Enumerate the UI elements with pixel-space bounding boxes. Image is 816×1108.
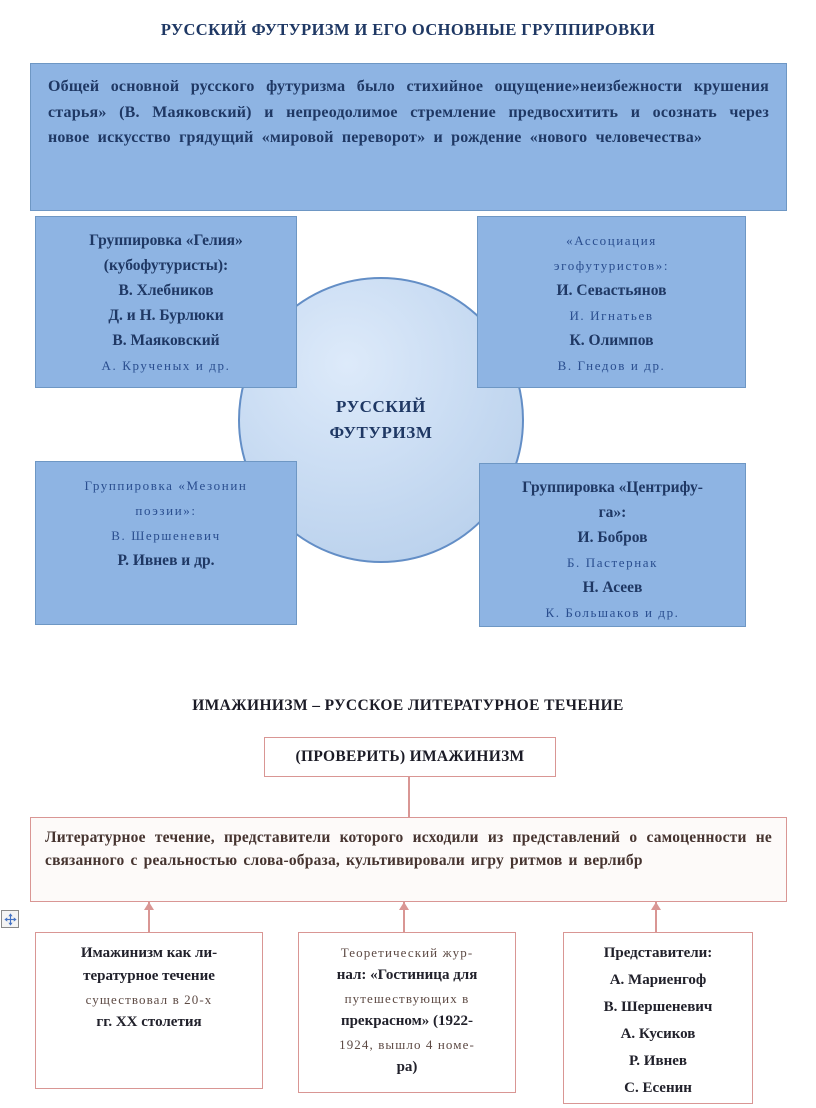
box-line: В. Шершеневич (603, 999, 713, 1015)
group-line: га»: (598, 504, 627, 521)
group-line: В. Маяковский (112, 332, 220, 349)
group-line: (кубофутуристы): (103, 257, 229, 274)
imaginism-check-box[interactable] (264, 737, 556, 777)
futurism-title: РУССКИЙ ФУТУРИЗМ И ЕГО ОСНОВНЫЕ ГРУППИРОВКИ (160, 20, 656, 39)
imaginism-description-text: Литературное течение, представители которого исходили из представлений о самоценности не связанного с реальностью слова-образа, культивировали игру ритмов и верлибр (45, 829, 772, 870)
group-line: «Ассоциация (566, 233, 657, 248)
box-line: гг. ХХ столетия (96, 1014, 202, 1030)
group-line: Б. Пастернак (566, 555, 659, 570)
group-line: Д. и Н. Бурлюки (108, 307, 224, 324)
circle-label-line2: ФУТУРИЗМ (329, 423, 433, 442)
arrowhead-up-icon (651, 902, 661, 910)
box-line: Р. Ивнев (629, 1053, 687, 1069)
circle-label-line1: РУССКИЙ (336, 397, 426, 416)
group-line: В. Хлебников (118, 282, 214, 299)
box-line: 1924, вышло 4 номе- (339, 1037, 475, 1052)
box-line: ра) (396, 1059, 418, 1075)
box-line: Представители: (603, 945, 713, 961)
group-line: К. Олимпов (569, 332, 654, 349)
group-line: Р. Ивнев и др. (117, 552, 215, 569)
connector-line (408, 777, 410, 817)
box-line: путешествующих в (344, 991, 470, 1006)
box-line: А. Кусиков (620, 1026, 696, 1042)
arrowhead-up-icon (144, 902, 154, 910)
futurism-intro-text: Общей основной русского футуризма было стихийное ощущение»неизбежности крушения старья» (В. Маяковский) и непреодолимое стремление предвосхитить и осознать через новое искусство грядущий «мировой переворот» и рождение «нового человечества» (48, 78, 769, 147)
imaginism-description-box[interactable] (30, 817, 787, 902)
box-line: С. Есенин (624, 1080, 692, 1096)
box-line: прекрасном» (1922- (340, 1013, 474, 1029)
group-line: Н. Асеев (582, 579, 643, 596)
move-handle-icon[interactable] (1, 910, 19, 928)
imaginism-check-label: (ПРОВЕРИТЬ) ИМАЖИНИЗМ (295, 748, 525, 765)
group-box-mezonin[interactable] (35, 461, 297, 625)
group-line: поэзии»: (135, 503, 197, 518)
box-line: существовал в 20-х (85, 992, 213, 1007)
imaginism-box-members[interactable] (563, 932, 753, 1104)
group-line: И. Игнатьев (569, 308, 654, 323)
imaginism-box-journal[interactable] (298, 932, 516, 1093)
group-line: В. Гнедов и др. (557, 358, 666, 373)
group-line: И. Севастьянов (556, 282, 667, 299)
group-line: Группировка «Центрифу- (522, 479, 703, 496)
imaginism-box-period[interactable] (35, 932, 263, 1089)
box-line: Теоретический жур- (340, 945, 474, 960)
box-line: тературное течение (83, 968, 215, 984)
box-line: Имажинизм как ли- (80, 945, 218, 961)
group-line: Группировка «Гелия» (89, 232, 243, 249)
group-line: А. Крученых и др. (101, 358, 231, 373)
box-line: А. Мариенгоф (609, 972, 707, 988)
group-line: эгофутуристов»: (553, 258, 670, 273)
imaginism-title: ИМАЖИНИЗМ – РУССКОЕ ЛИТЕРАТУРНОЕ ТЕЧЕНИЕ (192, 697, 624, 714)
box-line: нал: «Гостиница для (336, 967, 478, 983)
group-line: И. Бобров (577, 529, 648, 546)
group-box-egofuturists[interactable] (477, 216, 746, 388)
group-box-centrifuga[interactable] (479, 463, 746, 627)
four-way-arrow-icon (4, 913, 17, 926)
futurism-intro-box[interactable] (30, 63, 787, 211)
group-line: К. Большаков и др. (545, 605, 680, 620)
arrowhead-up-icon (399, 902, 409, 910)
group-box-geliya[interactable] (35, 216, 297, 388)
group-line: В. Шершеневич (111, 528, 221, 543)
group-line: Группировка «Мезонин (84, 478, 248, 493)
